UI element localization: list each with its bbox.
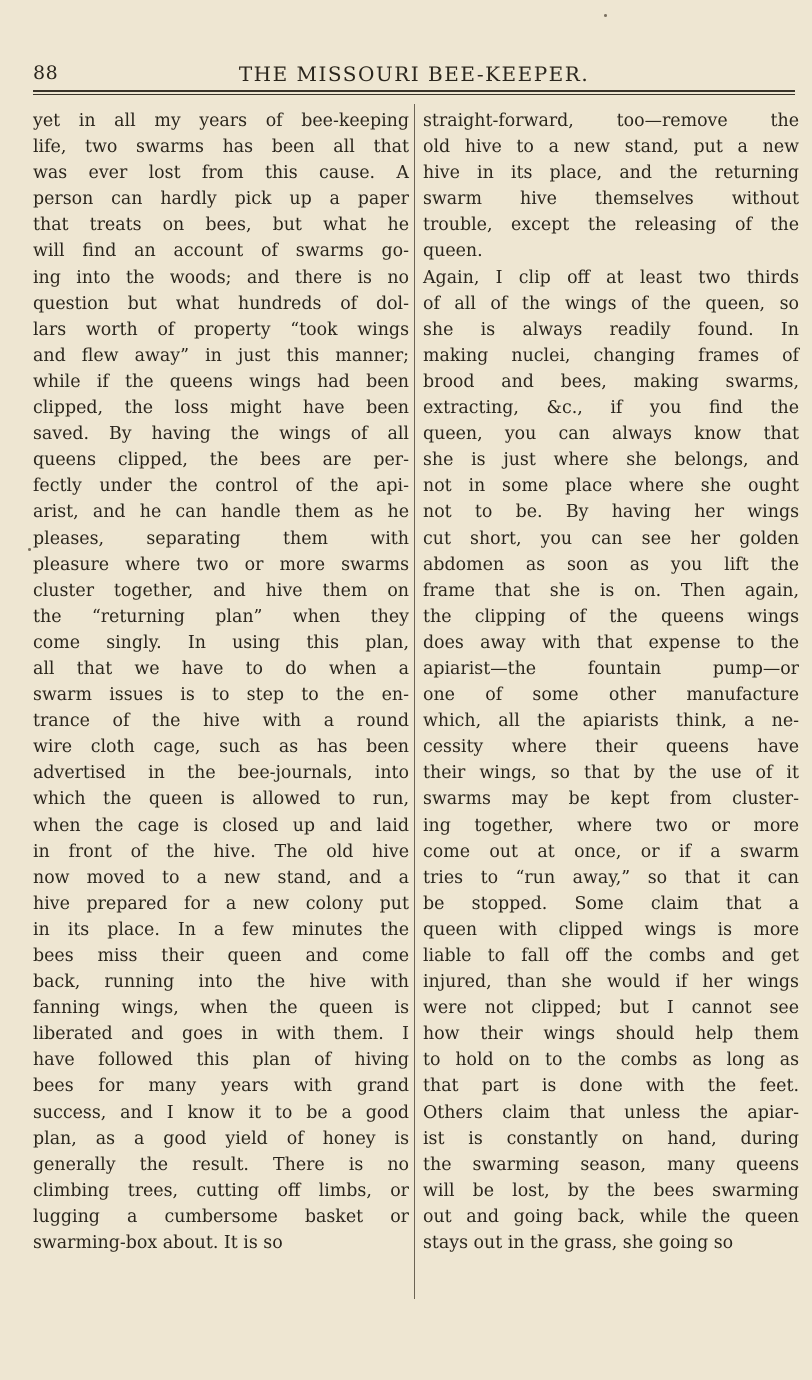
- right-column-line: she is just where she belongs, and: [423, 450, 799, 471]
- left-column-line: that treats on bees, but what he: [33, 215, 409, 236]
- left-column-line: will find an account of swarms go-: [33, 241, 409, 262]
- left-column-line: the “returning plan” when they: [33, 606, 409, 627]
- left-column-line: swarm issues is to step to the en-: [33, 685, 409, 706]
- right-column-line: not in some place where she ought: [423, 476, 799, 497]
- right-column-line: queen.: [423, 241, 483, 262]
- left-column-line: and flew away” in just this manner;: [33, 345, 409, 366]
- left-column-line: have followed this plan of hiving: [33, 1050, 409, 1071]
- right-column-line: old hive to a new stand, put a new: [423, 137, 799, 158]
- paper-speck: [28, 548, 31, 551]
- left-column-line: wire cloth cage, such as has been: [33, 737, 409, 758]
- left-column-line: now moved to a new stand, and a: [33, 867, 409, 888]
- right-column-line: straight-forward, too—remove the: [423, 111, 799, 131]
- right-column-line: cessity where their queens have: [423, 737, 799, 758]
- right-column-line: apiarist—the fountain pump—or: [423, 658, 799, 679]
- right-column-line: queen, you can always know that: [423, 424, 799, 445]
- right-column-line: trouble, except the releasing of the: [423, 215, 799, 236]
- left-column-line: yet in all my years of bee-keeping: [33, 111, 409, 131]
- left-column-line: was ever lost from this cause. A: [33, 163, 409, 184]
- left-column-line: climbing trees, cutting off limbs, or: [33, 1180, 409, 1201]
- left-column-line: ing into the woods; and there is no: [33, 267, 409, 288]
- right-column-line: injured, than she would if her wings: [423, 972, 799, 993]
- left-column-line: pleases, separating them with: [33, 528, 409, 549]
- left-column-line: arist, and he can handle them as he: [33, 502, 409, 523]
- left-column-line: lugging a cumbersome basket or: [33, 1206, 409, 1227]
- left-column-line: lars worth of property “took wings: [33, 319, 409, 340]
- right-column-line: come out at once, or if a swarm: [423, 841, 799, 862]
- left-column-line: pleasure where two or more swarms: [33, 554, 409, 575]
- left-column-line: clipped, the loss might have been: [33, 398, 409, 419]
- right-column-line: does away with that expense to the: [423, 632, 799, 653]
- left-column-line: trance of the hive with a round: [33, 711, 409, 732]
- right-column-line: stays out in the grass, she going so: [423, 1233, 734, 1254]
- right-column-line: abdomen as soon as you lift the: [423, 554, 799, 575]
- left-column-line: saved. By having the wings of all: [33, 424, 409, 445]
- right-column-line: one of some other manufacture: [423, 685, 799, 706]
- right-column-line: were not clipped; but I cannot see: [423, 998, 799, 1019]
- right-column-line: extracting, &c., if you find the: [423, 398, 799, 419]
- right-column-line: of all of the wings of the queen, so: [423, 293, 799, 314]
- left-column-line: in its place. In a few minutes the: [33, 919, 409, 940]
- left-column-line: cluster together, and hive them on: [33, 580, 409, 601]
- left-column-line: success, and I know it to be a good: [33, 1102, 409, 1123]
- left-column-line: bees for many years with grand: [33, 1076, 409, 1097]
- right-column-line: liable to fall off the combs and get: [423, 946, 799, 966]
- left-column-line: which the queen is allowed to run,: [33, 789, 409, 810]
- right-column-line: the swarming season, many queens: [423, 1154, 799, 1175]
- right-column-line: to hold on to the combs as long as: [423, 1050, 799, 1071]
- left-column-line: fanning wings, when the queen is: [33, 998, 409, 1019]
- right-column-line: that part is done with the feet.: [423, 1076, 799, 1097]
- left-column-line: come singly. In using this plan,: [33, 632, 409, 653]
- left-column-line: bees miss their queen and come: [33, 946, 409, 966]
- right-column-line: Others claim that unless the apiar-: [423, 1102, 799, 1123]
- left-column-line: advertised in the bee-journals, into: [33, 763, 409, 784]
- header-rule-thin: [33, 94, 795, 95]
- right-column-line: she is always readily found. In: [423, 319, 799, 340]
- right-column-line: hive in its place, and the returning: [423, 163, 799, 184]
- left-column-line: person can hardly pick up a paper: [33, 189, 409, 210]
- right-column-line: frame that she is on. Then again,: [423, 580, 799, 601]
- right-column-line: tries to “run away,” so that it can: [423, 867, 799, 888]
- left-column-line: liberated and goes in with them. I: [33, 1024, 409, 1045]
- right-column-line: not to be. By having her wings: [423, 502, 799, 523]
- right-column-line: queen with clipped wings is more: [423, 919, 799, 940]
- right-column-line: making nuclei, changing frames of: [423, 345, 799, 366]
- left-text-column: [33, 108, 409, 1256]
- left-column-line: swarming-box about. It is so: [33, 1233, 283, 1254]
- paper-speck: [604, 14, 607, 17]
- journal-title: THE MISSOURI BEE-KEEPER.: [238, 62, 590, 86]
- right-column-line: Again, I clip off at least two thirds: [423, 267, 799, 288]
- left-column-line: fectly under the control of the api-: [33, 476, 409, 497]
- right-column-line: be stopped. Some claim that a: [423, 893, 799, 914]
- left-column-line: life, two swarms has been all that: [33, 137, 409, 158]
- header-rule-thick: [33, 90, 795, 92]
- left-column-line: back, running into the hive with: [33, 972, 409, 993]
- right-column-line: swarm hive themselves without: [423, 189, 799, 210]
- left-column-line: question but what hundreds of dol-: [33, 293, 409, 314]
- right-column-line: cut short, you can see her golden: [423, 528, 799, 549]
- right-column-line: the clipping of the queens wings: [423, 606, 799, 627]
- right-column-line: how their wings should help them: [423, 1024, 799, 1045]
- left-column-line: queens clipped, the bees are per-: [33, 450, 409, 471]
- page-number: 88: [33, 62, 59, 84]
- right-column-line: will be lost, by the bees swarming: [423, 1180, 799, 1201]
- right-column-line: brood and bees, making swarms,: [423, 371, 799, 392]
- right-column-line: out and going back, while the queen: [423, 1206, 799, 1227]
- right-text-column: [423, 108, 799, 1256]
- left-column-line: while if the queens wings had been: [33, 371, 409, 392]
- right-column-line: ing together, where two or more: [423, 815, 799, 836]
- left-column-line: plan, as a good yield of honey is: [33, 1128, 409, 1149]
- left-column-line: in front of the hive. The old hive: [33, 841, 409, 862]
- right-column-line: which, all the apiarists think, a ne-: [423, 711, 799, 732]
- left-column-line: hive prepared for a new colony put: [33, 893, 409, 914]
- left-column-line: generally the result. There is no: [33, 1154, 409, 1175]
- running-header: [33, 62, 795, 88]
- right-column-line: swarms may be kept from cluster-: [423, 789, 799, 810]
- column-divider: [414, 104, 415, 1299]
- right-column-line: their wings, so that by the use of it: [423, 763, 799, 784]
- right-column-line: ist is constantly on hand, during: [423, 1128, 799, 1149]
- left-column-line: when the cage is closed up and laid: [33, 815, 409, 836]
- left-column-line: all that we have to do when a: [33, 658, 409, 679]
